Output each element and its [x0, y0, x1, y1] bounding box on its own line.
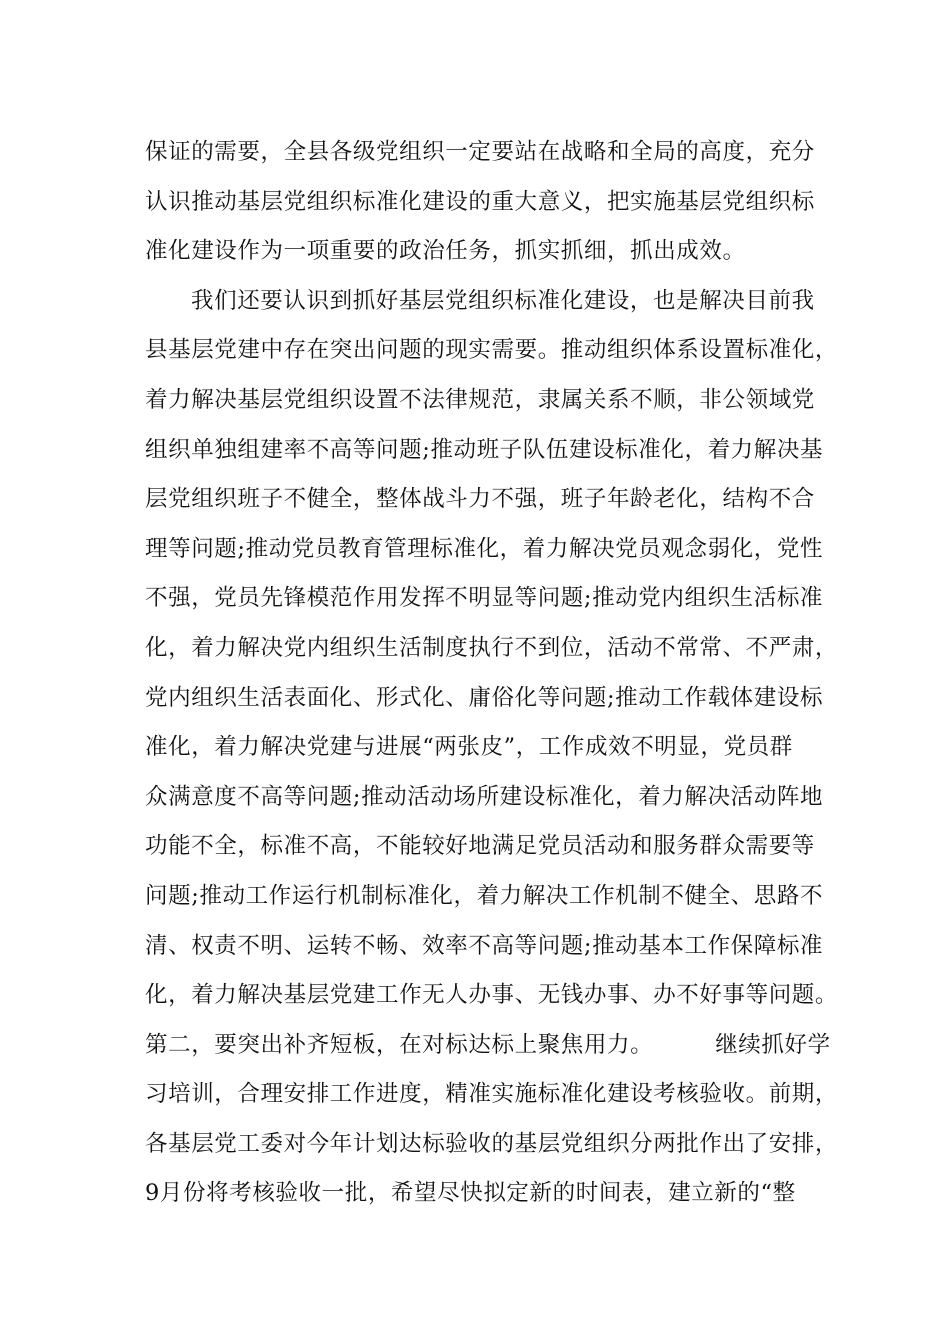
- section-heading-line: [145, 1021, 835, 1071]
- text-line: 化，着力解决党内组织生活制度执行不到位，活动不常常、不严肃，: [145, 634, 839, 661]
- text-line: 清、权责不明、运转不畅、效率不高等问题;推动基本工作保障标准: [145, 932, 824, 959]
- text-line: 理等问题;推动党员教育管理标准化，着力解决党员观念弱化，党性: [145, 535, 824, 562]
- text-line: 准化，着力解决党建与进展“两张皮”，工作成效不明显，党员群: [145, 734, 793, 761]
- text-line: 党内组织生活表面化、形式化、庸俗化等问题;推动工作载体建设标: [145, 684, 824, 711]
- text-line: 层党组织班子不健全，整体战斗力不强，班子年龄老化，结构不合: [145, 486, 815, 513]
- text-line: 众满意度不高等问题;推动活动场所建设标准化，着力解决活动阵地: [145, 783, 824, 810]
- text-line: 保证的需要，全县各级党组织一定要站在战略和全局的高度，充分: [145, 139, 815, 165]
- section-heading: 第二，要突出补齐短板，在对标达标上聚焦用力。: [145, 1031, 654, 1058]
- text-line: 功能不全，标准不高，不能较好地满足党员活动和服务群众需要等: [145, 833, 815, 860]
- document-body: [145, 128, 839, 1219]
- text-line: 县基层党建中存在突出问题的现实需要。推动组织体系设置标准化，: [145, 337, 839, 364]
- text-line: 问题;推动工作运行机制标准化，着力解决工作机制不健全、思路不: [145, 882, 824, 909]
- text-line: 化，着力解决基层党建工作无人办事、无钱办事、办不好事等问题。: [145, 982, 839, 1009]
- section-body-start: 继续抓好学: [715, 1031, 831, 1058]
- paragraph-first-line: 我们还要认识到抓好基层党组织标准化建设，也是解决目前我: [191, 287, 815, 314]
- text-line: 9月份将考核验收一批，希望尽快拟定新的时间表，建立新的“整: [145, 1180, 796, 1207]
- text-line: 认识推动基层党组织标准化建设的重大意义，把实施基层党组织标: [145, 188, 815, 215]
- text-line: 着力解决基层党组织设置不法律规范，隶属关系不顺，非公领域党: [145, 386, 815, 413]
- text-line: 各基层党工委对今年计划达标验收的基层党组织分两批作出了安排，: [145, 1130, 839, 1157]
- text-line: 不强，党员先锋模范作用发挥不明显等问题;推动党内组织生活标准: [145, 585, 824, 612]
- text-line: 准化建设作为一项重要的政治任务，抓实抓细，抓出成效。: [145, 238, 746, 265]
- text-line: 习培训，合理安排工作进度，精准实施标准化建设考核验收。前期，: [145, 1081, 839, 1108]
- text-line: 组织单独组建率不高等问题;推动班子队伍建设标准化，着力解决基: [145, 436, 824, 463]
